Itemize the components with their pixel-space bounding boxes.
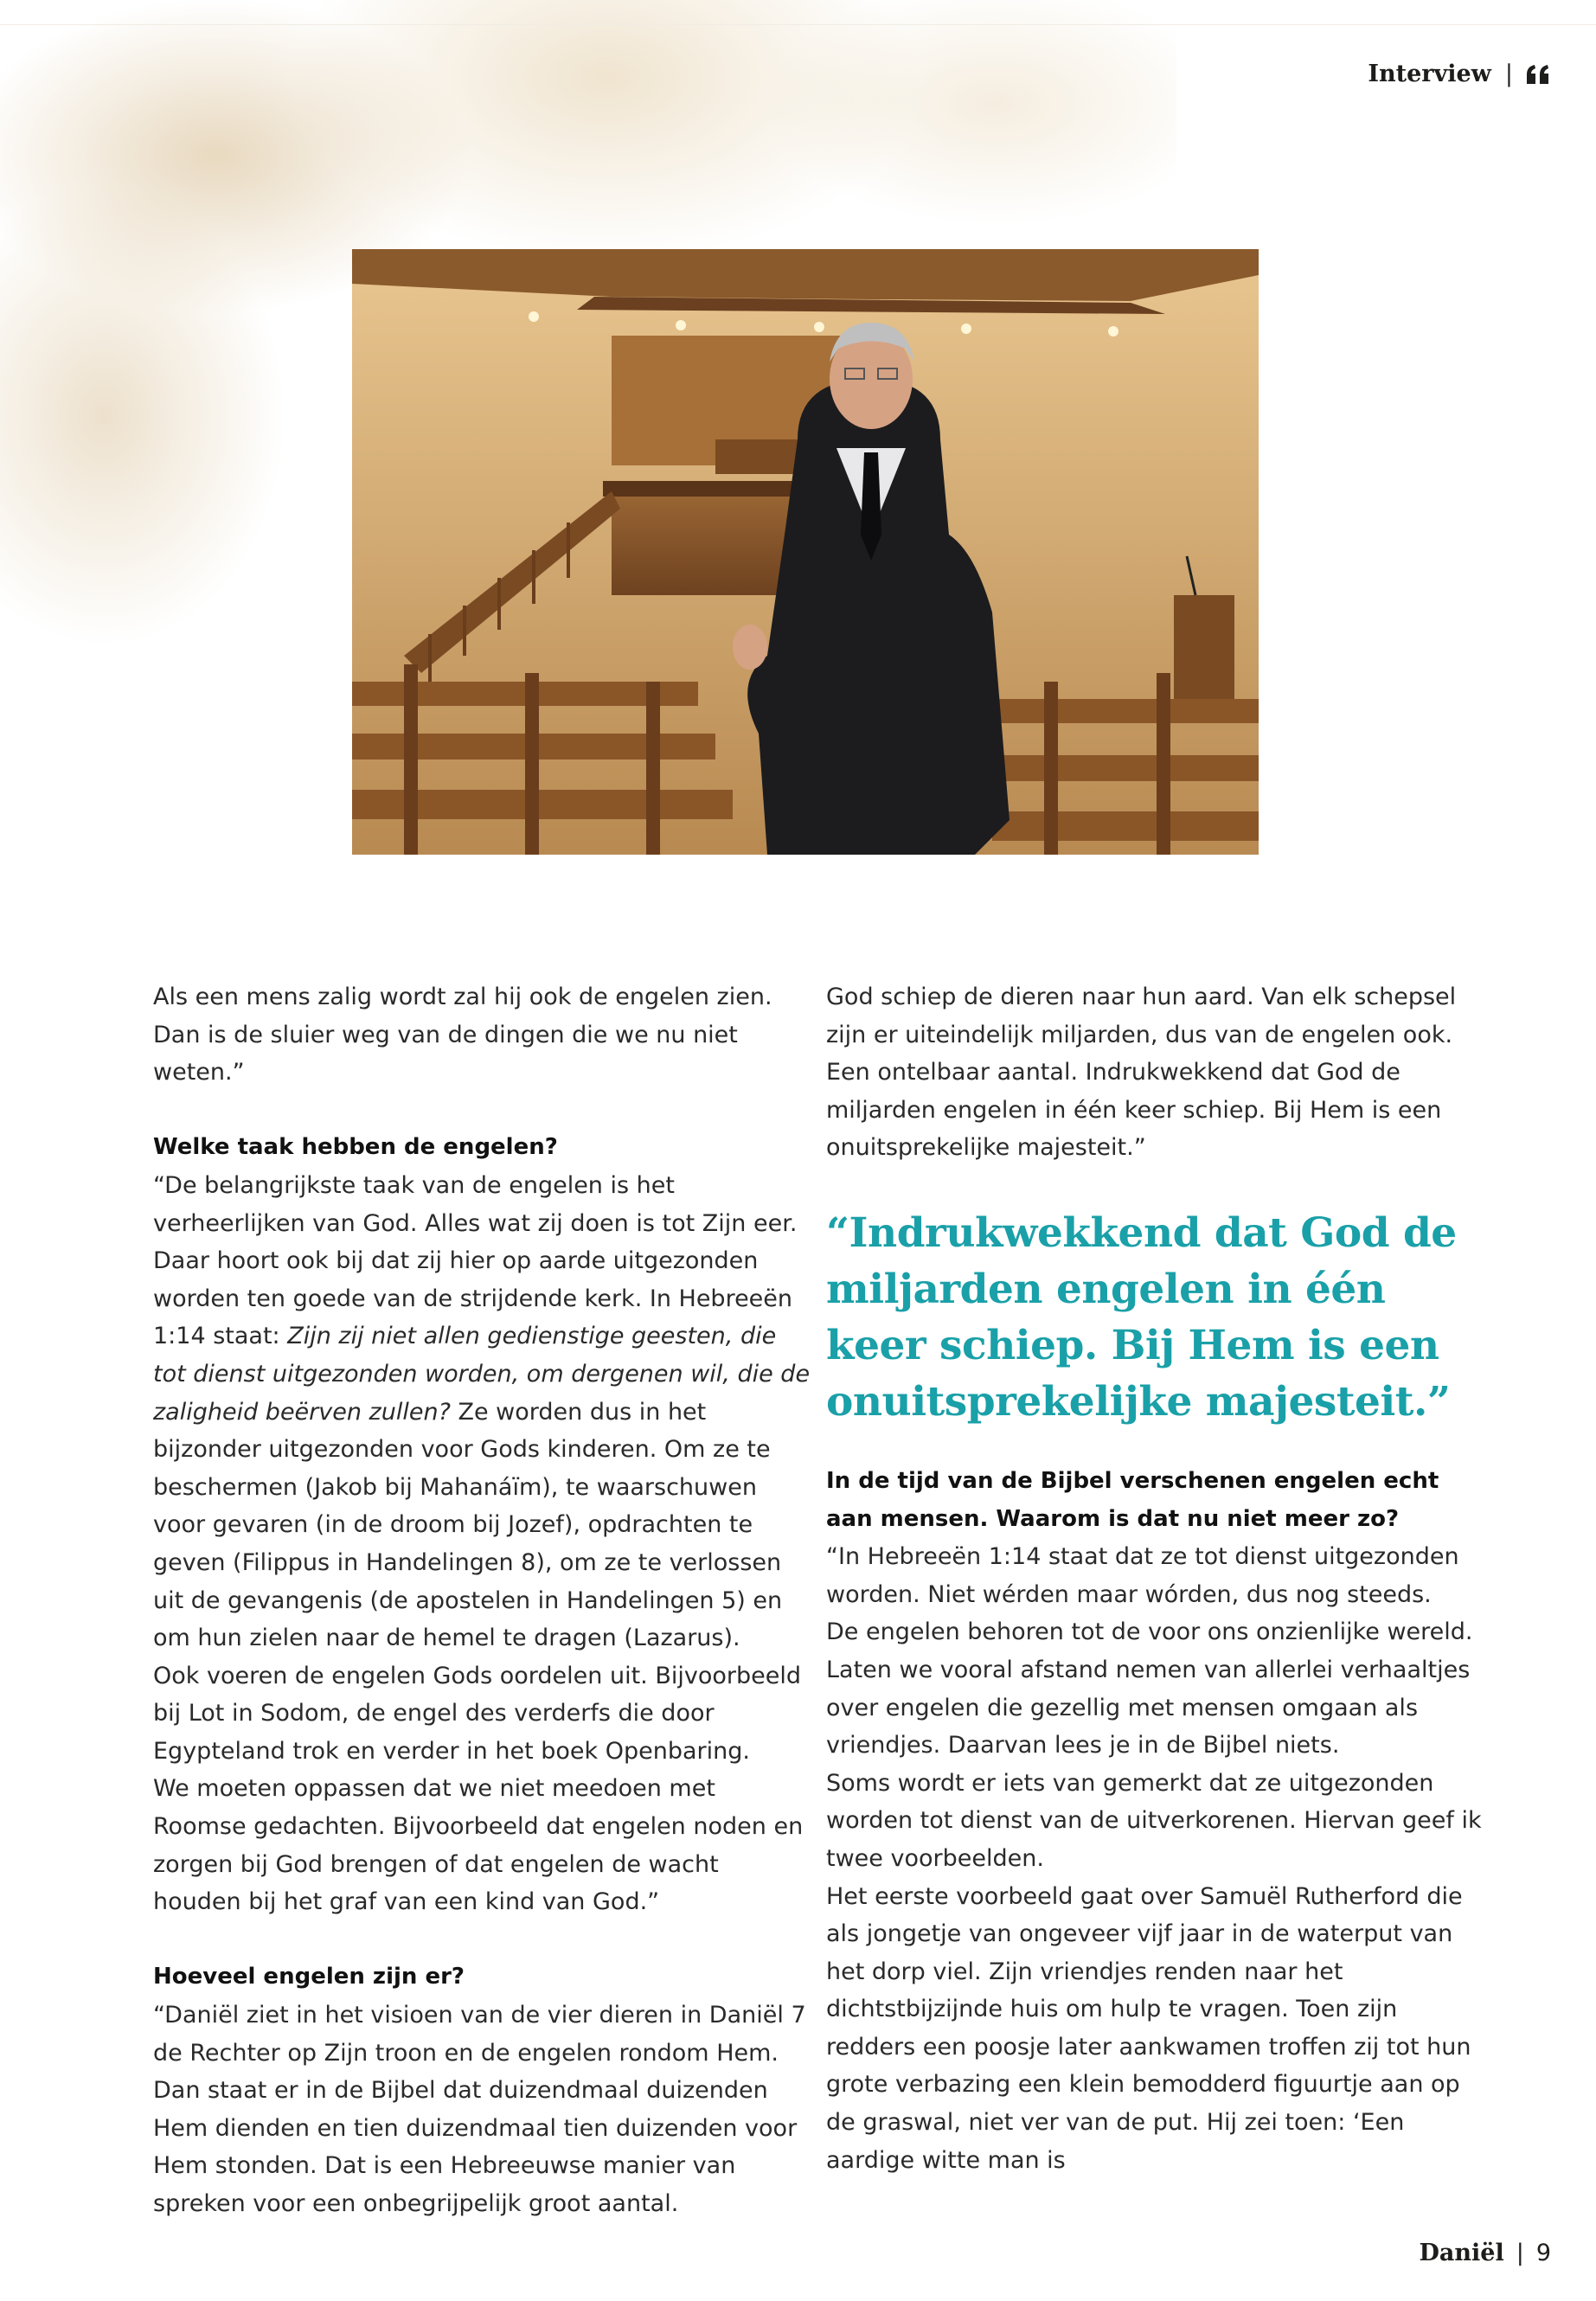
question-heading: Welke taak hebben de engelen? (153, 1134, 558, 1161)
paragraph: De engelen behoren tot de voor ons onzienlijke wereld. (826, 1618, 1473, 1646)
paragraph: Het eerste voorbeeld gaat over Samuël Rutherford die als jongetje van ongeveer vijf jaar in de waterput van het dorp viel. Zijn vriendjes renden naar het dichtstbijzijnde huis om hulp te vragen. Toen zijn redders een poosje later aankwamen troffen zij tot hun grote verbazing een klein bemodderd figuurtje aan op de graswal, niet ver van de put. Hij zei toen: ‘Een aardige witte man is (826, 1882, 1471, 2174)
quote-marks-icon (1525, 63, 1551, 86)
magazine-name: Daniël (1419, 2240, 1504, 2266)
footer-separator: | (1516, 2240, 1524, 2266)
paragraph: “In Hebreeën 1:14 staat dat ze tot dienst uitgezonden worden. Niet wérden maar wórden, dus nog steeds. (826, 1543, 1459, 1608)
paragraph: We moeten oppassen dat we niet meedoen met Roomse gedachten. Bijvoorbeeld dat engelen noden en zorgen bij God brengen of dat engelen de wacht houden bij het graf van een kind van God.” (153, 1775, 804, 1916)
section-separator: | (1504, 61, 1513, 87)
paragraph: God schiep de dieren naar hun aard. Van elk schepsel zijn er uiteindelijk miljarden, dus van de engelen ook. Een ontelbaar aantal. Indrukwekkend dat God de miljarden engelen in één keer schiep. Bij Hem is een onuitsprekelijke majesteit.” (826, 984, 1457, 1162)
paragraph: Laten we vooral afstand nemen van allerlei verhaaltjes over engelen die gezellig met mensen omgaan als vriendjes. Daarvan lees je in de Bijbel niets. (826, 1656, 1471, 1759)
bible-quote: Zijn zij niet allen gedienstige geesten, die tot dienst uitgezonden worden, om dergenen wil, die de zaligheid beërven zullen? (153, 1323, 811, 1426)
photo-church-interior (352, 249, 1259, 855)
paragraph: “Daniël ziet in het visioen van de vier dieren in Daniël 7 de Rechter op Zijn troon en de engelen rondom Hem. Dan staat er in de Bijbel dat duizendmaal duizenden Hem dienden en tien duizendmaal tien duizenden voor Hem stonden. Dat is een Hebreeuwse manier van spreken voor een onbegrijpelijk groot aantal. (153, 2002, 806, 2217)
section-label: Interview (1368, 61, 1491, 87)
left-column (153, 978, 811, 2223)
question-heading: In de tijd van de Bijbel verschenen engelen echt aan mensen. Waarom is dat nu niet meer zo? (826, 1467, 1439, 1532)
top-rule (0, 24, 1596, 25)
section-header (1368, 61, 1551, 87)
page-number: 9 (1535, 2240, 1551, 2266)
page-footer (1419, 2240, 1551, 2266)
paragraph: Als een mens zalig wordt zal hij ook de engelen zien. Dan is de sluier weg van de dingen die we nu niet weten.” (153, 984, 772, 1086)
paragraph: Ook voeren de engelen Gods oordelen uit. Bijvoorbeeld bij Lot in Sodom, de engel des verderfs die door Egypteland trok en verder in het boek Openbaring. (153, 1662, 801, 1765)
paragraph: “De belangrijkste taak van de engelen is het verheerlijken van God. Alles wat zij doen is tot Zijn eer. Daar hoort ook bij dat zij hier op aarde uitgezonden worden ten goede van de strijdende kerk. In Hebreeën 1:14 staat: Zijn zij niet allen gedienstige geesten, die tot dienst uitgezonden worden, om dergenen wil, die de zaligheid beërven zullen? Ze worden dus in het bijzonder uitgezonden voor Gods kinderen. Om ze te beschermen (Jakob bij Mahanáïm), te waarschuwen voor gevaren (in de droom bij Jozef), opdrachten te geven (Filippus in Handelingen 8), om ze te verlossen uit de gevangenis (de apostelen in Handelingen 5) en om hun zielen naar de hemel te dragen (Lazarus). (153, 1171, 811, 1652)
right-column (826, 978, 1484, 2179)
paragraph: Soms wordt er iets van gemerkt dat ze uitgezonden worden tot dienst van de uitverkorenen. Hiervan geef ik twee voorbeelden. (826, 1769, 1482, 1872)
pull-quote: “Indrukwekkend dat God de miljarden engelen in één keer schiep. Bij Hem is een onuitsprekelijke majesteit.” (826, 1208, 1457, 1426)
question-heading: Hoeveel engelen zijn er? (153, 1964, 465, 1990)
